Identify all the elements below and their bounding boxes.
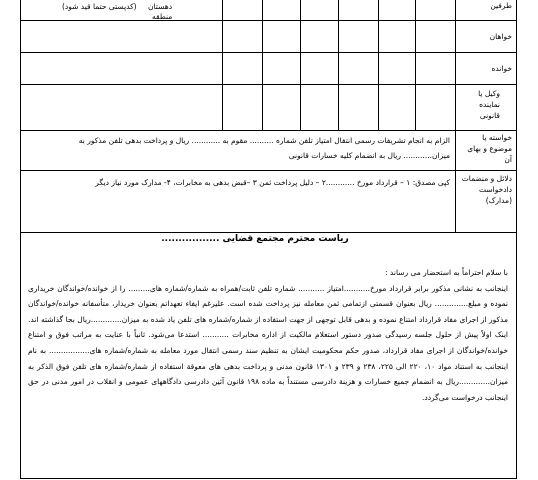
label-evidence: دلائل و منضمات دادخواست (مدارک) (461, 174, 512, 205)
label-attorney: وکیل یا نماینده قانونی (478, 89, 500, 120)
label-parties: طرفین (490, 1, 512, 10)
claim-line-2: میزان............ ریال به انضمام کلیه خسارات قانونی (288, 151, 450, 160)
row-divider (20, 52, 517, 53)
district-label: دهستان (148, 2, 173, 11)
row-divider (20, 20, 517, 21)
postal-code-note: (کدپستی حتما قید شود) (62, 2, 137, 11)
row-divider (20, 84, 517, 85)
petition-greeting: با سلام احتراماً به استحضار می رساند : (385, 268, 508, 277)
column-divider-label (455, 0, 456, 170)
petition-paragraph: اینجانب به نشانی مذکور برابر قرارداد مورخ...........امتیاز ........... شماره تلفن ثابت/همراه به شماره/شماره های......... را از خوانده/خواندگان خریداری نموده و مبلغ.............. ریال بعنوان قسمتی ازتمامی ثمن معامله نیز پرداخت شده است. علیرغم ایفاء تعهداتم بعنوان خریدار، متأسفانه خوانده/خواندگان مذکور از اجرای مفاد قرارداد امتناع نموده و بدهی قابل توجهی از جهت استفاده از شماره/شماره های تلفن یاد شده به میزان.............ریال بجا گذاشته اند. اینک اولاً پیش از حلول جلسه رسیدگی صدور دستور استعلام مالکیت از اداره مخابرات ........... استدعا می‌شود. ثانیاً با عنایت به مراتب فوق و امتناع خوانده/خواندگان از اجرای مفاد قرارداد، صدور حکم محکومیت ایشان به تنظیم سند رسمی انتقال مورد معامله به شماره/شماره های................. به نام اینجانب به استناد مواد ۱۰، ۲۲۰ الی ۲۲۵، ۲۳۸ و ۲۳۹ و ۱۳۰۱ قانون مدنی و پرداخت بدهی های معوقة استفاده از شماره/شماره های تلفن فوق الذکر به میزان.............ریال به انضمام جمیع خسارات و هزینة دادرسی مستنداً به ماده ۱۹۸ قانون آئین دادرسی دادگاههای عمومی و انقلاب در امور مدنی در حق اینجانب درخواست می‌گردد. (28, 283, 509, 402)
row-divider (20, 232, 517, 233)
row-divider (20, 170, 517, 171)
label-claim: خواسته یا موضوع و بهای آن (467, 133, 512, 164)
evidence-line-1: کپی مصدق: ۱ – قرارداد مورخ ............۲ – دلیل پرداخت ثمن ۳ –قبض بدهی به مخابرات، ۴- مدارک مورد نیاز دیگر (95, 178, 450, 187)
column-divider-label (455, 170, 456, 232)
petition-title: ریاست محترم مجتمع قضایی ................. (161, 234, 349, 244)
row-divider (20, 130, 517, 131)
region-label: منطقه (152, 12, 173, 21)
label-plaintiff: خواهان (489, 32, 512, 41)
claim-line-1: الزام به انجام تشریفات رسمی انتقال امتیاز تلفن شماره .......... مقوم به ............ ریال و پرداخت بدهی تلفن مذکور به (78, 136, 450, 145)
label-defendant: خوانده (491, 64, 512, 73)
petition-body (28, 265, 508, 405)
